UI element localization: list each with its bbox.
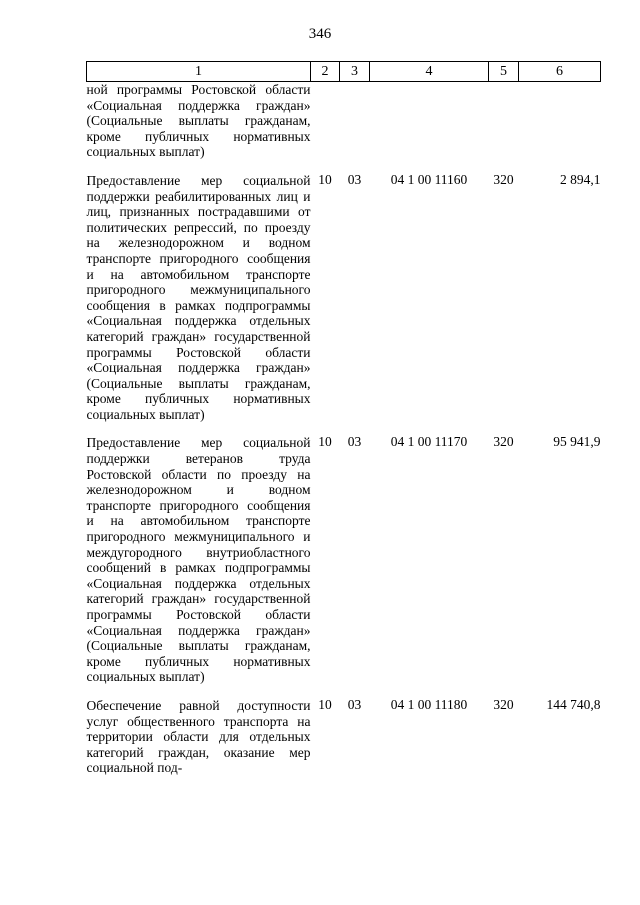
column-header-description: 1	[87, 62, 311, 82]
row-amount: 144 740,8	[546, 696, 601, 712]
row-subsection: 03	[347, 434, 362, 450]
row-description: Предоставление мер социальной поддержки реабилитированных лиц и лиц, признанных пострадавшими от политических репрессий, по проезду на железнодорожном и водном транспорте пригородного сообщения и на автомобильном транспорте пригородного межмуниципального сообщения в рамках подпрограммы «Социальная поддержка отдельных категорий граждан» государственной программы Ростовской области «Социальная поддержка граждан» (Социальные выплаты гражданам, кроме публичных нормативных социальных выплат)	[86, 172, 311, 422]
row-subsection: 03	[347, 696, 362, 712]
row-amount	[519, 82, 601, 172]
row-subsection	[340, 82, 370, 172]
page-number: 346	[308, 26, 332, 42]
row-expense-type: 320	[493, 171, 514, 187]
table-row	[87, 697, 601, 776]
row-target-article: 04 1 00 11180	[390, 696, 468, 712]
row-description: Обеспечение равной доступности услуг общественного транспорта на территории области для отдельных категорий граждан, оказание мер социальной под-	[86, 697, 311, 776]
budget-table	[86, 61, 601, 776]
row-description: ной программы Ростовской области «Социальная поддержка граждан» (Социальные выплаты гражданам, кроме публичных нормативных социальных выплат)	[86, 82, 311, 160]
table-row	[87, 82, 601, 172]
column-header-amount: 6	[519, 62, 601, 82]
table-row	[87, 434, 601, 697]
row-expense-type: 320	[493, 696, 514, 712]
row-target-article: 04 1 00 11170	[390, 434, 468, 450]
row-description: Предоставление мер социальной поддержки ветеранов труда Ростовской области по проезду на железнодорожном и водном транспорте пригородного сообщения и на автомобильном транспорте пригородного межмуниципального и междугородного внутриобластного сообщений в рамках подпрограммы «Социальная поддержка отдельных категорий граждан» государственной программы Ростовской области «Социальная поддержка граждан» (Социальные выплаты гражданам, кроме публичных нормативных социальных выплат)	[86, 435, 311, 685]
row-section: 10	[318, 696, 332, 712]
row-amount: 95 941,9	[553, 434, 601, 450]
column-header-section: 2	[311, 62, 340, 82]
row-section	[311, 82, 340, 172]
column-header-target-article: 4	[370, 62, 489, 82]
row-subsection: 03	[347, 171, 362, 187]
column-header-expense-type: 5	[489, 62, 519, 82]
table-header-row	[87, 62, 601, 82]
row-section: 10	[318, 171, 332, 187]
row-amount: 2 894,1	[560, 171, 601, 187]
row-target-article: 04 1 00 11160	[390, 171, 468, 187]
row-target-article	[370, 82, 489, 172]
row-section: 10	[318, 434, 332, 450]
column-header-subsection: 3	[340, 62, 370, 82]
table-row	[87, 172, 601, 435]
row-expense-type: 320	[493, 434, 514, 450]
row-expense-type	[489, 82, 519, 172]
